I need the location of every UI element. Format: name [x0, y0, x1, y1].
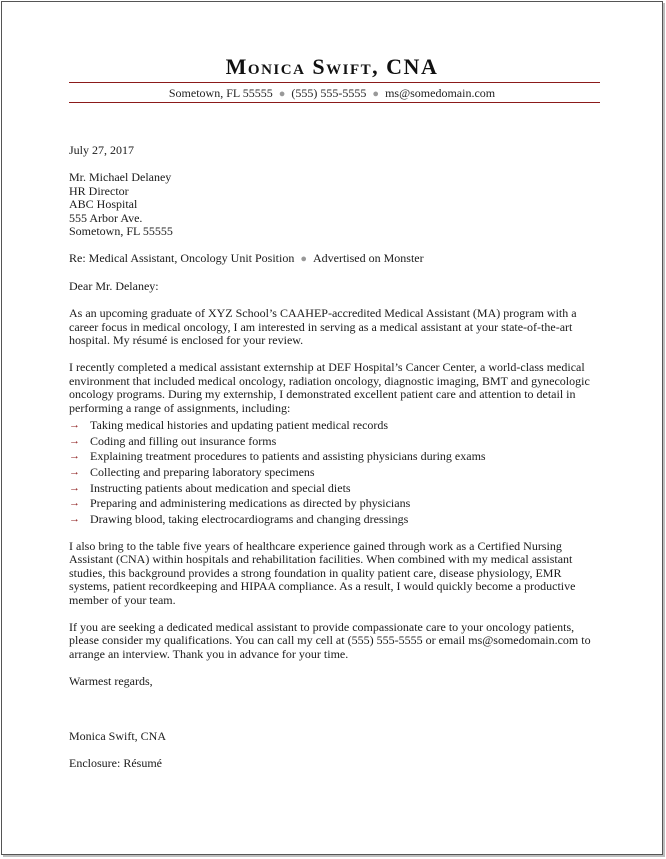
- re-source: Advertised on Monster: [312, 251, 424, 265]
- recipient-city: Sometown, FL 55555: [69, 224, 173, 238]
- paragraph-intro: As an upcoming graduate of XYZ School’s CAAHEP-accredited Medical Assistant (MA) program with a career focus in medical oncology, I am interested in serving as a medical assistant at your state-of-the-art hospital. My résumé is enclosed for your review.: [69, 306, 577, 347]
- list-item: [69, 419, 602, 433]
- arrow-right-icon: →: [69, 419, 80, 431]
- closing-line: Warmest regards,: [69, 673, 153, 688]
- list-item-text: Instructing patients about medication and special diets: [90, 480, 351, 495]
- re-position: Re: Medical Assistant, Oncology Unit Position: [69, 251, 295, 265]
- arrow-right-icon: →: [69, 450, 80, 463]
- header-rule-bottom: [69, 102, 600, 103]
- arrow-right-icon: →: [69, 497, 80, 510]
- list-item-text: Taking medical histories and updating patient medical records: [90, 418, 389, 432]
- arrow-right-icon: →: [69, 513, 80, 526]
- letter-body: [69, 144, 602, 784]
- list-item-text: Collecting and preparing laboratory specimens: [90, 465, 315, 480]
- paragraph-experience: I also bring to the table five years of healthcare experience gained through work as a Certified Nursing Assistant (CNA) within hospitals and rehabilitation facilities. When combined with my medical assistant studies, this background provides a strong foundation in quality patient care, disease physiology, EMR systems, patient recordkeeping and HIPAA compliance. As a result, I would quickly become a productive member of your team.: [69, 538, 576, 607]
- recipient-title: HR Director: [69, 183, 129, 198]
- arrow-right-icon: →: [69, 481, 80, 494]
- list-item: [69, 482, 602, 496]
- signature-space: [69, 702, 602, 730]
- recipient-address: [69, 171, 602, 239]
- bullet-dot-icon: ●: [278, 88, 286, 100]
- list-item: [69, 450, 602, 464]
- header-rule-top: [69, 82, 600, 83]
- letter-date: July 27, 2017: [69, 143, 135, 157]
- arrow-right-icon: →: [69, 466, 80, 479]
- enclosure-line: Enclosure: Résumé: [69, 755, 162, 770]
- duties-list: [69, 419, 602, 527]
- list-item-text: Drawing blood, taking electrocardiograms and changing dressings: [90, 512, 409, 527]
- salutation: Dear Mr. Delaney:: [69, 279, 159, 293]
- paragraph-externship: I recently completed a medical assistant externship at DEF Hospital’s Cancer Center, a world-class medical environment that included medical oncology, radiation oncology, diagnostic imaging, BMT and gynecologic oncology programs. During my externship, I demonstrated excellent patient care and attention to detail in performing a range of assignments, including:: [69, 360, 590, 415]
- list-item-text: Coding and filling out insurance forms: [90, 433, 277, 448]
- contact-phone: (555) 555-5555: [291, 86, 367, 100]
- applicant-name: Monica Swift, CNA: [225, 54, 439, 79]
- recipient-name: Mr. Michael Delaney: [69, 170, 172, 184]
- contact-line: [2, 86, 662, 101]
- bullet-dot-icon: ●: [372, 88, 380, 100]
- signature-name: Monica Swift, CNA: [69, 728, 166, 743]
- list-item: [69, 466, 602, 480]
- list-item-text: Preparing and administering medications as directed by physicians: [90, 496, 411, 511]
- list-item: [69, 435, 602, 449]
- letter-page: [1, 1, 663, 855]
- recipient-company: ABC Hospital: [69, 197, 138, 211]
- bullet-dot-icon: ●: [300, 253, 307, 265]
- re-line: [69, 252, 602, 267]
- list-item: [69, 497, 602, 511]
- contact-email[interactable]: ms@somedomain.com: [385, 86, 496, 100]
- paragraph-closing: If you are seeking a dedicated medical assistant to provide compassionate care to your oncology patients, please consider my qualifications. You can call my cell at (555) 555-5555 or email ms@somedomain.com to arrange an interview. Thank you in advance for your time.: [69, 619, 591, 661]
- recipient-street: 555 Arbor Ave.: [69, 210, 143, 225]
- contact-city: Sometown, FL 55555: [168, 86, 273, 100]
- list-item-text: Explaining treatment procedures to patients and assisting physicians during exams: [90, 449, 486, 464]
- arrow-right-icon: →: [69, 434, 80, 447]
- list-item: [69, 513, 602, 527]
